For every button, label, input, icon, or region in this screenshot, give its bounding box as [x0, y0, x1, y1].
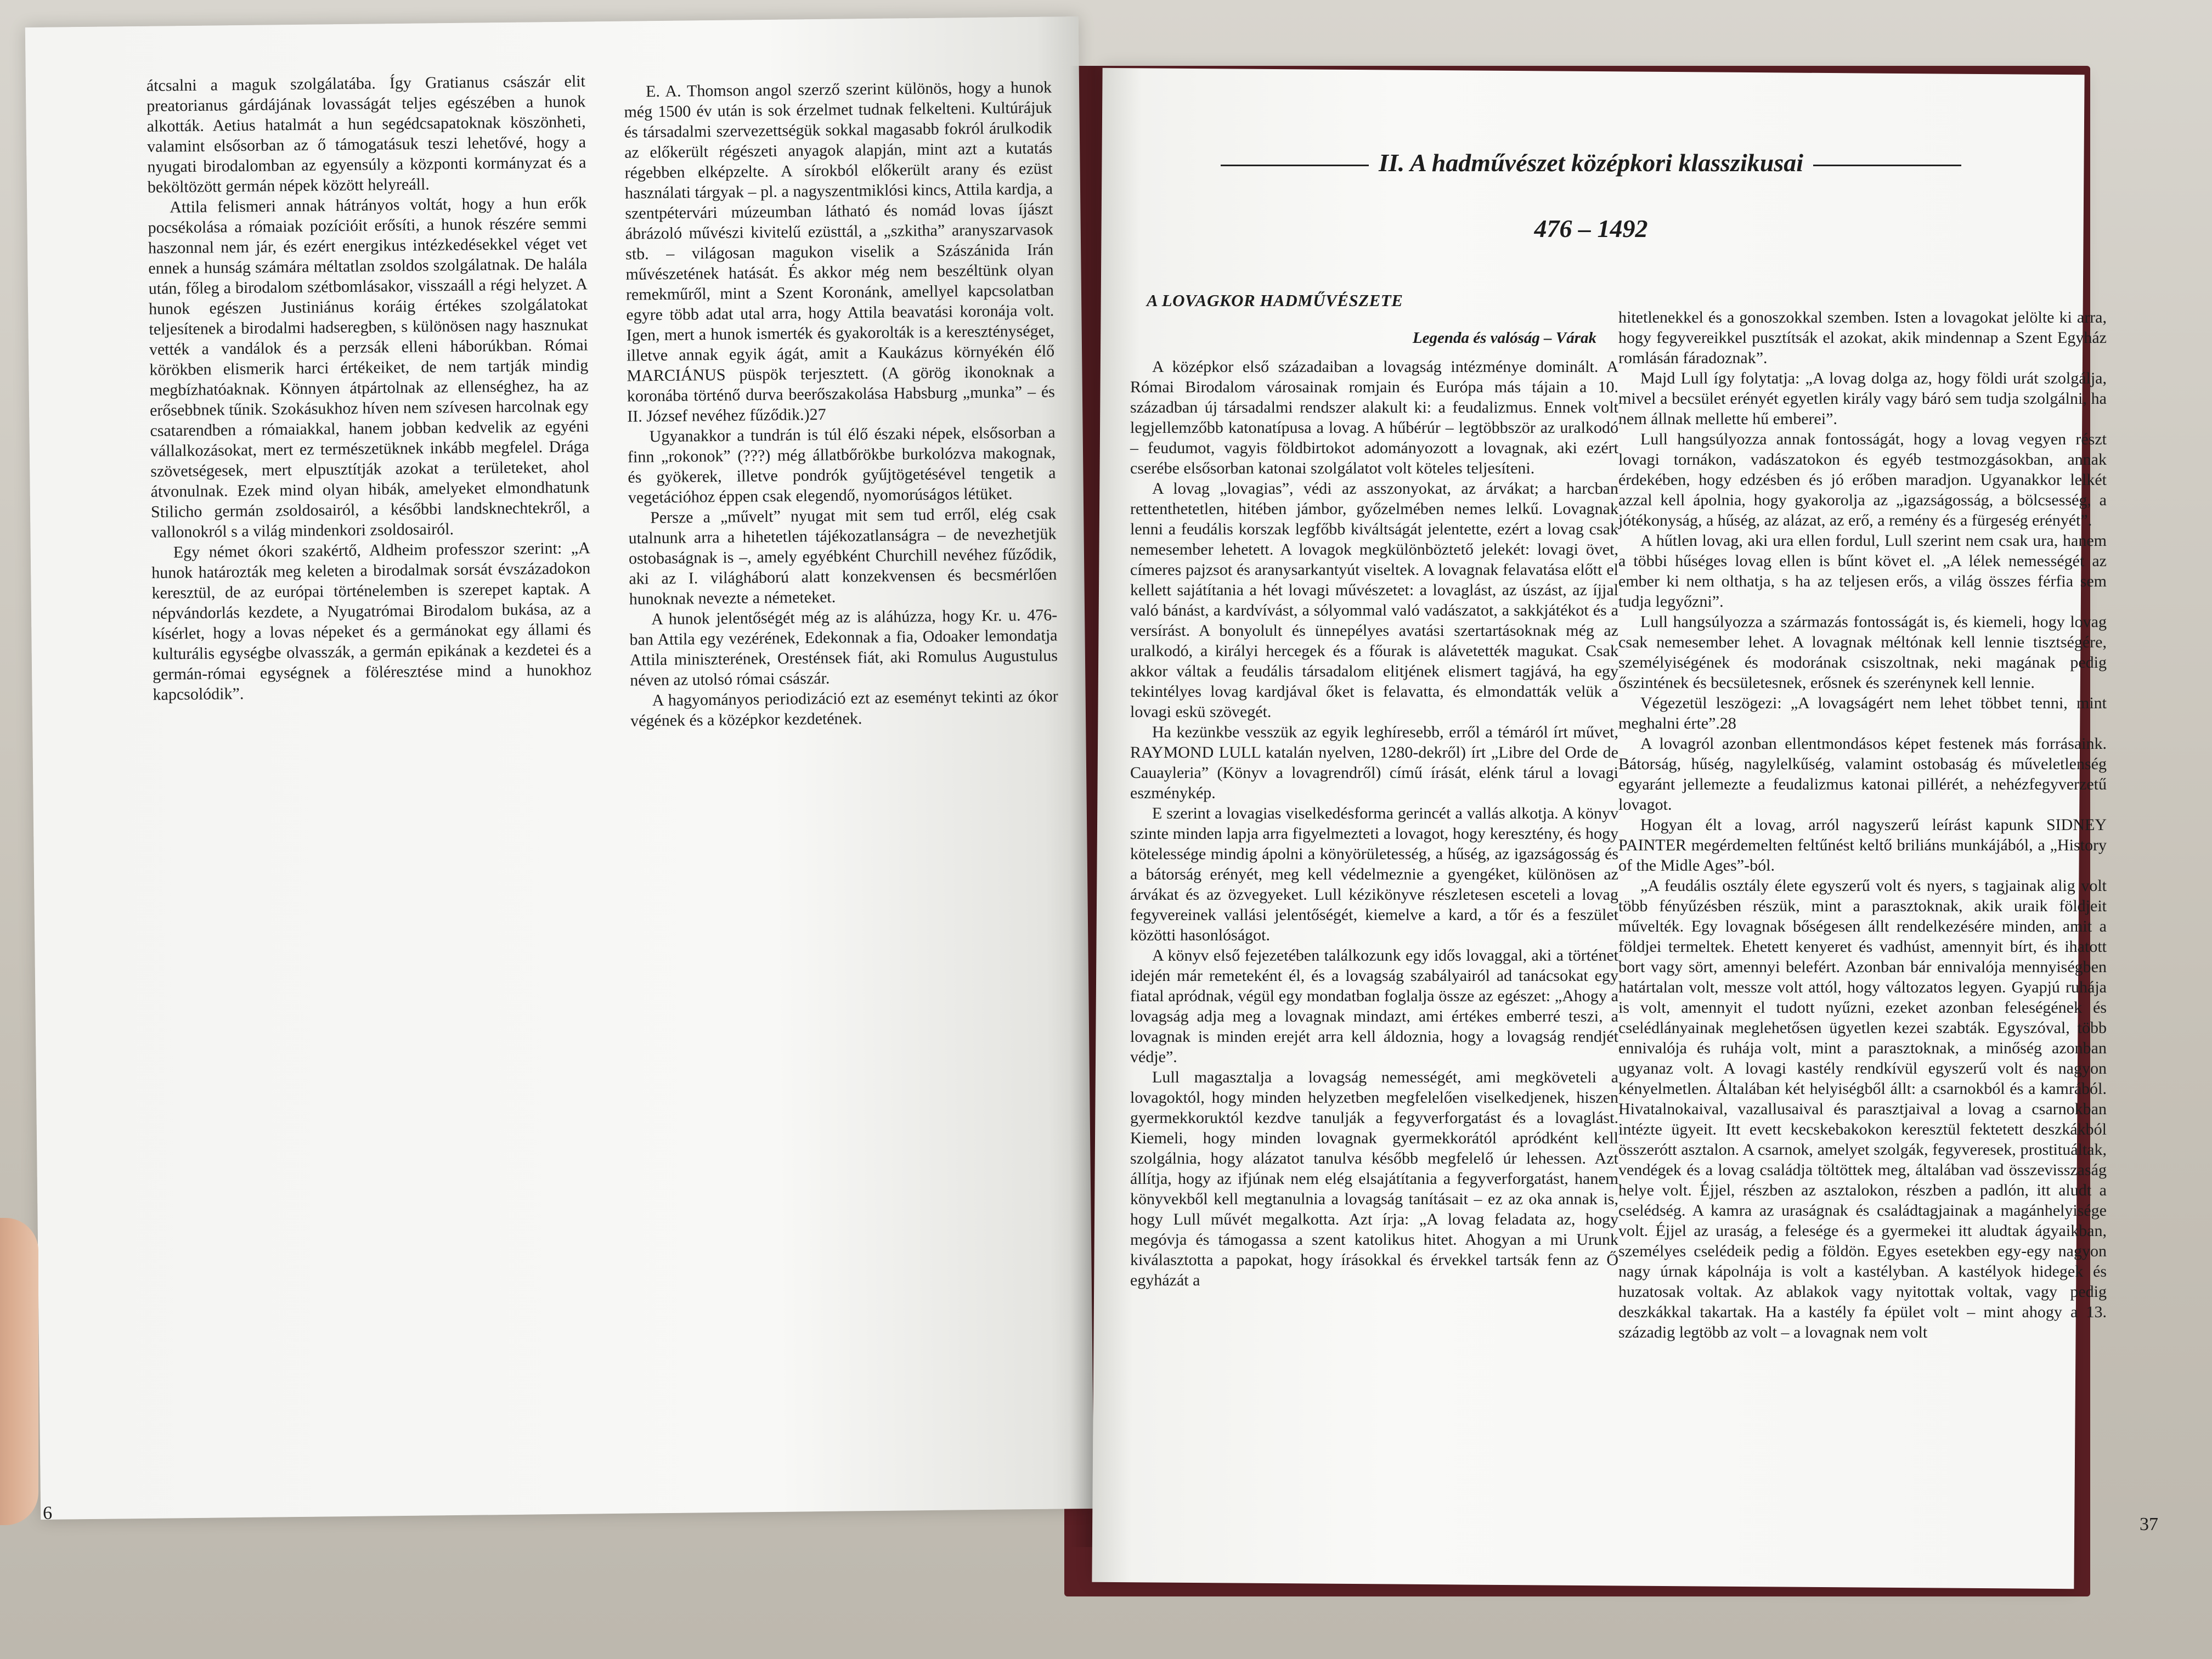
paragraph: hitetlenekkel és a gonoszokkal szemben. Isten a lovagokat jelölte ki arra, hogy fegyvereikkel pusztítsák el azokat, akik mindennap a Szent Egyház romlásán fáradoznak”. — [1618, 308, 2107, 367]
paragraph: E szerint a lovagias viselkedésforma gerincét a vallás alkotja. A könyv szinte minden lapja arra figyelmezteti a lovagot, hogy keresztény, és hogy kötelessége mindig ápolni a könyörületesség, a hűség, az igazságosság és a bátorság erényét, meg kell védelmeznie a gyengéket, különösen az árvákat és az özvegyeket. Lull kézikönyve részletesen esceteli a lovag fegyvereinek vallási jelentőségét, kiemelve a kard, a tőr és a feszület közötti hasonlóságot. — [1130, 804, 1618, 944]
paragraph: Persze a „művelt” nyugat mit sem tud erről, elég csak utalnunk arra a hihetetlen tájékozatlanságra – de nevezhetjük ostobaságnak is –, amely egyébként Churchill nevéhez fűződik, aki az I. világháború alatt konzekvensen és becsmérlően hunoknak nevezte a németeket. — [628, 504, 1057, 608]
paragraph: Lull hangsúlyozza a származás fontosságát is, és kiemeli, hogy lovag csak nemesember lehet. A lovagnak méltónak kell lennie tisztségére, személyiségének és modorának csiszoltnak, neki magának pedig őszintének és becsületesnek, erősnek és szerénynek kell lennie. — [1618, 613, 2107, 692]
paragraph: Végezetül leszögezi: „A lovagságért nem lehet többet tenni, mint meghalni érte”.28 — [1618, 694, 2107, 732]
paragraph: E. A. Thomson angol szerző szerint különös, hogy a hunok még 1500 év után is sok érzelmet tudnak felkelteni. Kultúrájuk és társadalmi szervezettségük sokkal magasabb fokról árulkodik az előkerült régészeti anyagok alapján, mint azt a kutatás régebben elképzelte. A sírokból előkerült arany és ezüst használati tárgyak – pl. a nagyszentmiklósi kincs, Attila kardja, a szentpétervári múzeumban látható és nomád lovas íjászt ábrázoló művészi kivitelű ezüsttál, a „szkitha” aranyszarvasok stb. – világosan magukon viselik a Szászánida Irán művészetének hatását. És akkor még nem beszéltünk olyan remekműről, mint a Szent Koronánk, amellyel kapcsolatban egyre több adat utal arra, hogy Attila beavatási koronája volt. Igen, mert a hunok ismerték és gyakorolták is a kereszténységet, illetve annak egyik ágát, amit a Kaukázus környékén élő MARCIÁNUS püspök terjesztett. (A görög ikonoknak a koronába történő durva beerőszakolása Habsburg „munka” – és II. József nevéhez fűződik.)27 — [624, 78, 1056, 426]
paragraph: Attila felismeri annak hátrányos voltát, hogy a hun erők pocsékolása a rómaiak pozícióit erősíti, a hunok részére semmi haszonnal nem jár, és ezért energikus intézkedésekkel véget vet ennek a hunság számára méltatlan zsoldos szolgálatnak. De halála után, főleg a birodalom szétbomlásakor, visszaáll a régi helyzet. A hunok egészen Justiniánus koráig értékes szolgálatokat teljesítenek a birodalmi hadseregben, s különösen nagy hasznukat vették a vandálok és a perzsák elleni háborúkban. Római körökben elismerik harci értékeiket, de nem tartják mindig megbízhatóaknak. Könnyen átpártolnak az ellenséghez, ha az erősebbnek tűnik. Szokásukhoz híven nem szívesen harcolnak egy csatarendben a rómaiakkal, hanem jobban kedvelik az egyéni vállalkozásokat, mert ez természetüknek inkább megfelel. Drága szövetségesek, mert elpusztítják azokat a területeket, ahol átvonulnak. Ezek mind olyan hibák, amelyeket elmondhatunk Stilicho germán zsoldosairól, a későbbi landsknechtekről, a vallonokról s a világ mindenkori zsoldosairól. — [148, 194, 590, 541]
section-title: A LOVAGKOR HADMŰVÉSZETE — [1147, 291, 1403, 310]
right-page-column-2 — [1618, 307, 2107, 1342]
left-page — [25, 16, 1094, 1523]
paragraph: Hogyan élt a lovag, arról nagyszerű leírást kapunk SIDNEY PAINTER megérdemelten feltűnést keltő briliáns munkájából, a „History of the Midle Ages”-ból. — [1618, 816, 2107, 874]
subsection-title: Legenda és valóság – Várak — [1412, 329, 1596, 347]
paragraph: A lovagról azonban ellentmondásos képet festenek más forrásaink. Bátorság, hűség, nagylelkűség, valamint ostobaság és műveletlenség egyaránt jellemezte a feudalizmus katonai pillérét, a nehézfegyverzetű lovagot. — [1618, 735, 2107, 814]
paragraph: A hunok jelentőségét még az is aláhúzza, hogy Kr. u. 476-ban Attila egy vezérének, Edekonnak a fia, Odoaker lemondatja Attila miniszterének, Oresténsek fiát, aki Romulus Augustulus néven az utolsó római császár. — [629, 606, 1058, 690]
paragraph: Ha kezünkbe vesszük az egyik leghíresebb, erről a témáról írt művet, RAYMOND LULL katalán nyelven, 1280-dekről) írt „Libre del Orde de Cauayleria” (Könyv a lovagrendről) című írását, elénk tárul a lovagi eszménykép. — [1130, 723, 1618, 802]
paragraph: Lull hangsúlyozza annak fontosságát, hogy a lovag vegyen részt lovagi tornákon, vadászatokon és egyéb testmozgásokban, annak érdekében, hogy edzésben és jó erőben maradjon. Ugyanakkor lelkét azzal kell ápolnia, hogy gyakorolja az „igazságosság, a bölcsesség, a jótékonyság, a hűség, az alázat, az erő, a remény és a fürgeség erényét”. — [1618, 430, 2107, 529]
chapter-title — [1147, 148, 2035, 177]
left-page-column-2 — [624, 77, 1058, 731]
paragraph: Majd Lull így folytatja: „A lovag dolga az, hogy földi urát szolgálja, mivel a becsület erényét egyetlen király vagy báró sem tudja szolgálni, ha nem állnak mellette hű emberei”. — [1618, 369, 2107, 428]
left-page-column-1 — [146, 71, 592, 704]
paragraph: A könyv első fejezetében találkozunk egy idős lovaggal, aki a történet idején már remeteként él, és a lovagság szabályairól ad tanácsokat egy fiatal apródnak, végül egy mondatban foglalja össze az egészet: „Ahogy a lovagság adja meg a lovagnak mindazt, ami értékes emberré teszi, a lovagnak is minden erejét arra kell áldoznia, hogy a lovagság rendjét védje”. — [1130, 946, 1618, 1066]
paragraph: „A feudális osztály élete egyszerű volt és nyers, s tagjainak alig volt több fényűzésben részük, mint a parasztoknak, akik uraik földjeit művelték. Egy lovagnak bőségesen állt rendelkezésére minden, amit a földjei termeltek. Ehetett kenyeret és vadhúst, amennyit bírt, és ihatott bort vagy sört, amennyi belefért. Azonban bár ennivalója mennyiségben határtalan volt, messze volt attól, hogy változatos legyen. Gyapjú ruhája is volt, amennyit el tudott nyűzni, ezeket azonban feleségének és cselédlányainak meglehetősen ügyetlen kezei szabták. Egyszóval, több ennivalója és ruhája volt, mint a parasztoknak, a minőség azonban ugyanaz volt. A lovagi kastély rendkívül egyszerű volt és nagyon kényelmetlen. Általában két helyiségből állt: a csarnokból és a kamrából. Hivatalnokaival, vazallusaival és parasztjaival a lovag a csarnokban intézte ügyeit. Itt evett kecskebakokon keresztül fektetett deszkákból összerótt asztalon. A csarnok, amelyet szolgák, fegyveresek, prostituáltak, vendégek és a lovag családja töltöttek meg, általában vad összevisszaság helye volt. Éjjel, részben az asztalokon, részben a padlón, itt aludt a cselédség. A kamra az uraságnak és családtagjainak a magánhelyisége volt. Éjjel az uraság, a felesége és a gyermekei itt aludtak ágyaikban, személyes cselédeik pedig a földön. Egyes esetekben egy-egy nagyon nagy úrnak kápolnája is volt a kastélyban. A kastélyok hidegek és huzatosak voltak. Az ablakok vagy nyitottak voltak, vagy pedig deszkákkal takartak. Ha a kastély fa épület volt – mint ahogy a 13. századig legtöbb az volt – a lovagnak nem volt — [1618, 877, 2107, 1341]
thumb — [0, 1218, 38, 1525]
paragraph: A középkor első századaiban a lovagság intézménye dominált. A Római Birodalom városainak romjain és Európa más tájain a 10. században új társadalmi rendszer alakult ki: a feudalizmus. Ennek volt legjellemzőbb katonatípusa a lovag. A hűbérúr – legtöbbször az uralkodó – feudumot, vagyis földbirtokot adományozott a lovagnak, aki ezért cserébe elsősorban katonai szolgálatot volt köteles teljesíteni. — [1130, 358, 1618, 477]
chapter-title-text: II. A hadművészet középkori klasszikusai — [1378, 149, 1804, 177]
right-page-column-1 — [1130, 357, 1618, 1290]
heading-rule-right — [1813, 165, 1961, 166]
show-through-text — [631, 774, 1066, 1491]
chapter-years: 476 – 1492 — [1534, 215, 1648, 242]
paragraph: Egy német ókori szakértő, Aldheim professzor szerint: „A hunok határozták meg keleten a birodalmak sorsát évszázadokon keresztül, de az európai történelemben is szerepet kaptak. A népvándorlás kezdete, a Nyugatrómai Birodalom bukása, az a kísérlet, hogy a lovas népeket és a germánokat egy állami és kulturális egységbe olvasszák, a germán epikának a kezdetei és a germán-római egységnek a föléresztése mind a hunokhoz kapcsolódik”. — [151, 539, 592, 704]
paragraph: A lovag „lovagias”, védi az asszonyokat, az árvákat; a harcban rettenthetetlen, hitében jámbor, győzelmében nemes lelkű. Lovagnak lenni a feudális korszak legfőbb kiváltságát jelentette, ezért a lovag csak nemesember lehetett. A lovagok megkülönböztető jelekét: lovagi övet, címeres pajzsot és aranysarkantyút viseltek. A lovagnak felavatása előtt el kellett sajátítania a hét lovagi művészetet: a lovaglást, az úszást, az íjjal való bánást, a kardvívást, a sólyommal való vadászatot, a sakkjátékot és a versírást. A bonyolult és ünnepélyes avatási szertartásoknak még az uralkodó, a királyi hercegek és a főurak is alávetették magukat. Csak akkor váltak a feudális társadalom elitjének elismert tagjává, ha egy tekintélyes lovag kardjával őket is felavatta, és elmondatták velük a lovagi eskü szövegét. — [1130, 479, 1618, 721]
paragraph: Ugyanakkor a tundrán is túl élő északi népek, elsősorban a finn „rokonok” (???) még állatbőrökbe burkolózva makognak, és gyökerek, illetve pondrók gyűjtögetésével tengetik a vegetációhoz éppen csak elegendő, nyomorúságos létüket. — [627, 423, 1056, 507]
heading-rule-left — [1221, 165, 1369, 166]
page-number-left: 6 — [42, 1503, 53, 1523]
page-number-right: 37 — [2140, 1514, 2158, 1534]
paragraph: A hűtlen lovag, aki ura ellen fordul, Lull szerint nem csak ura, hanem a többi hűséges lovag ellen is bűnt követ el. „A lélek nemességét az ember ki nem olthatja, s ha az teljesen erős, a világ összes férfia sem tudja legyőzni”. — [1618, 532, 2107, 611]
paragraph: A hagyományos periodizáció ezt az eseményt tekinti az ókor végének és a középkor kezdetének. — [630, 687, 1058, 730]
paragraph: Lull magasztalja a lovagság nemességét, ami megköveteli a lovagoktól, hogy minden helyzetben megfelelően viselkedjenek, hiszen gyermekkoruktól kezdve tanulják a fegyverforgatást és a lovaglást. Kiemeli, hogy minden lovagnak gyermekkorától apródként kell szolgálnia, hogy alázatot tanulva később megfelelő úr lehessen. Azt állítja, hogy az ifjúnak nem elég elsajátítania a fegyverforgatást, hanem könyvekből kell megtanulnia a lovagság tanításait – ez az oka annak is, hogy Lull művét megalkotta. Azt írja: „A lovag feladata az, hogy megóvja és támogassa a szent katolikus hitet. Ahogyan a mi Urunk kiválasztotta a papokat, hogy írásokkal és érvekkel tartsák fenn az Ő egyházát a — [1130, 1068, 1618, 1289]
paragraph: átcsalni a maguk szolgálatába. Így Gratianus császár elit preatorianus gárdájának lovasságát teljes egészében a hunok alkották. Aetius hatalmát a hun segédcsapatoknak köszönheti, valamint elsősorban az ő támogatásuk teszi lehetővé, hogy a nyugati birodalomban az egyensúly a központi kormányzat és a beköltözött germán népek között helyreáll. — [146, 72, 586, 196]
